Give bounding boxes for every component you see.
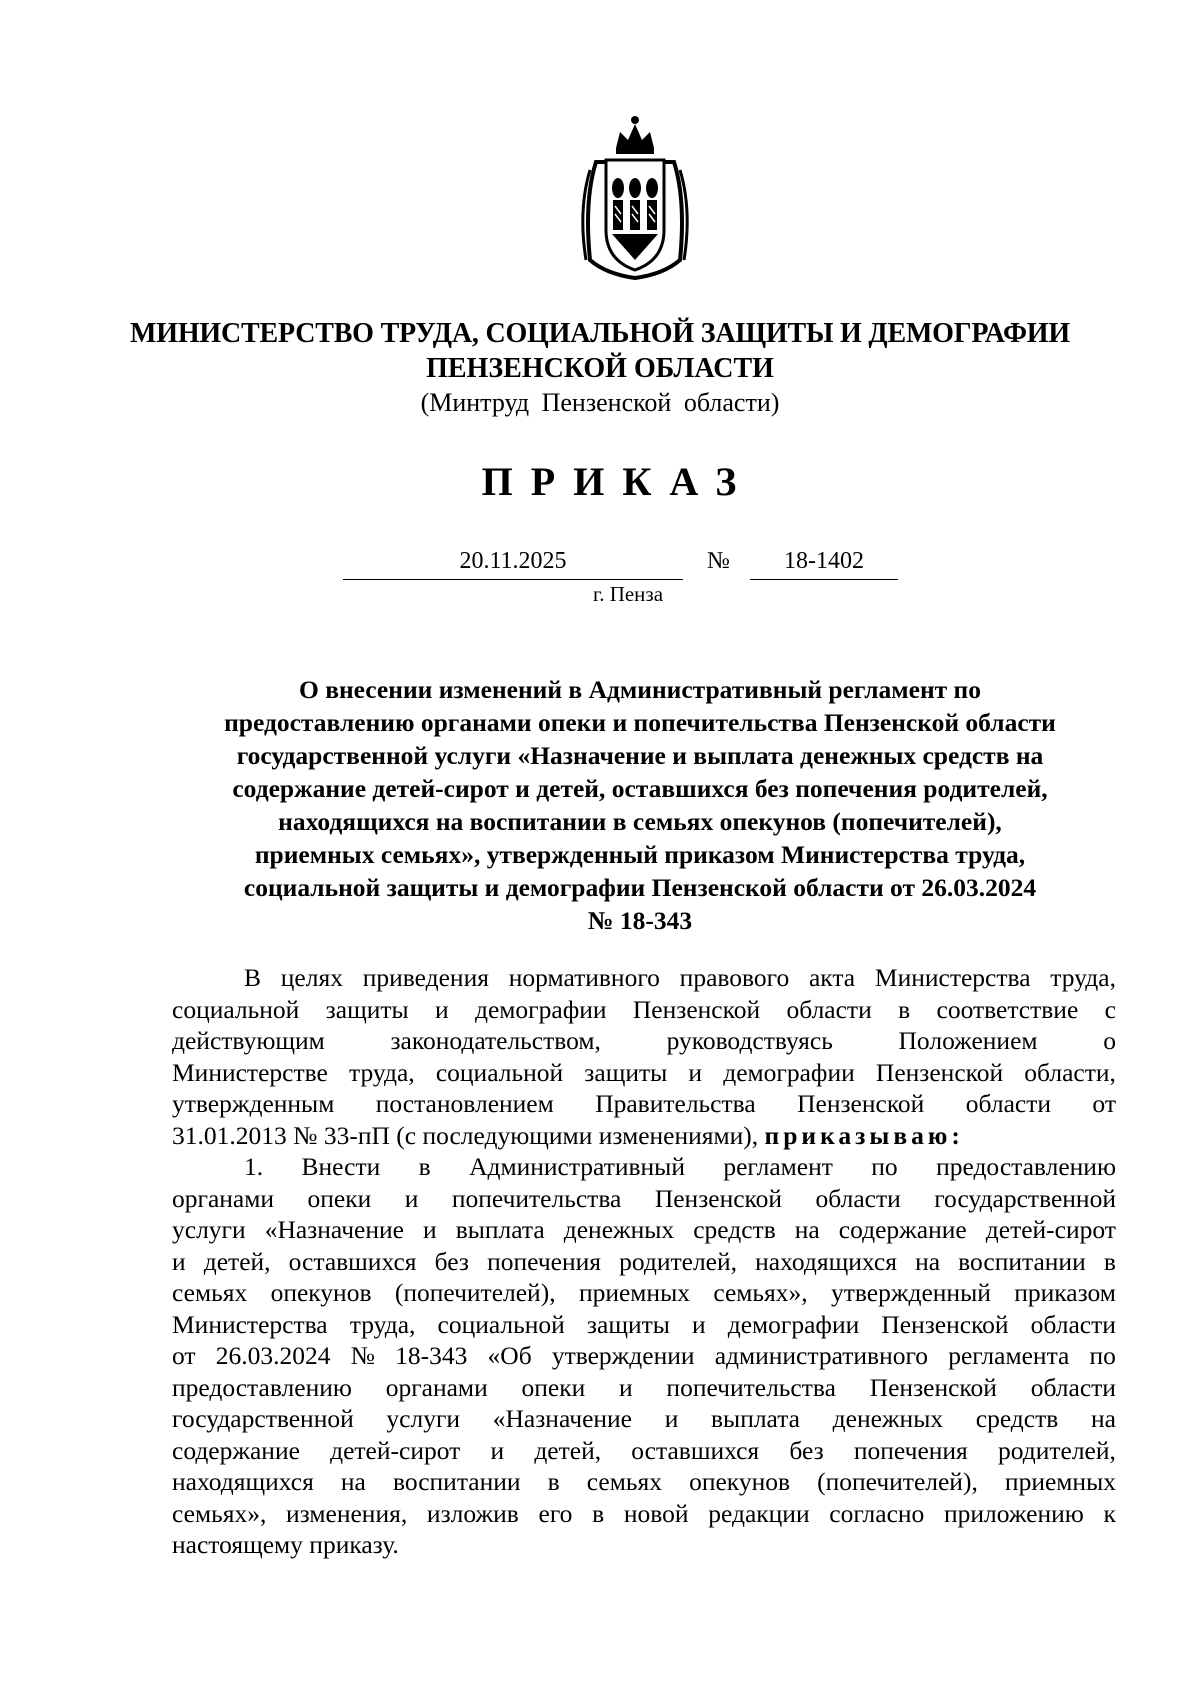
item1-line: Министерства труда, социальной защиты и демографии Пензенской области	[172, 1309, 1116, 1339]
item1-line: и детей, оставшихся без попечения родителей, находящихся на воспитании в	[172, 1246, 1116, 1276]
ministry-name-line1: МИНИСТЕРСТВО ТРУДА, СОЦИАЛЬНОЙ ЗАЩИТЫ И ДЕМОГРАФИИ	[130, 318, 1070, 349]
ministry-name-line2: ПЕНЗЕНСКОЙ ОБЛАСТИ	[426, 353, 774, 384]
order-title	[160, 673, 1120, 937]
document-type-heading: ПРИКАЗ	[481, 459, 755, 504]
city-name: г. Пенза	[592, 582, 664, 606]
title-line: содержание детей-сирот и детей, оставшихся без попечения родителей,	[232, 774, 1048, 803]
date-number-row	[0, 548, 1200, 582]
preamble-line: В целях приведения нормативного правового акта Министерства труда,	[244, 963, 1116, 992]
preamble-line: действующим законодательством, руководствуясь Положением о	[172, 1026, 1116, 1055]
title-line: О внесении изменений в Административный регламент по	[299, 675, 981, 704]
title-line: приемных семьях», утвержденный приказом Министерства труда,	[254, 840, 1026, 869]
title-line: предоставлению органами опеки и попечительства Пензенской области	[224, 708, 1056, 737]
title-line: находящихся на воспитании в семьях опекунов (попечителей),	[278, 807, 1002, 836]
order-word: приказываю:	[764, 1120, 964, 1150]
item1-line: от 26.03.2024 № 18-343 «Об утверждении административного регламента по	[172, 1341, 1116, 1370]
item1-line: предоставлению органами опеки и попечительства Пензенской области	[172, 1372, 1116, 1402]
coat-of-arms-icon	[576, 110, 694, 280]
preamble-line: утвержденным постановлением Правительства Пензенской области от	[172, 1089, 1116, 1118]
number-sign: №	[707, 548, 730, 574]
ministry-short-name: (Минтруд Пензенской области)	[420, 388, 780, 417]
order-date: 20.11.2025	[343, 548, 683, 580]
preamble-line: социальной защиты и демографии Пензенской области в соответствие с	[172, 994, 1116, 1024]
item1-line: органами опеки и попечительства Пензенской области государственной	[172, 1183, 1116, 1213]
preamble-last-line	[172, 1120, 1116, 1152]
item1-last-line: настоящему приказу.	[172, 1530, 399, 1559]
city-line	[0, 582, 1200, 607]
title-line: государственной услуги «Назначение и выплата денежных средств на	[236, 741, 1044, 770]
title-line: № 18-343	[587, 906, 693, 935]
item1-line: находящихся на воспитании в семьях опекунов (попечителей), приемных	[172, 1467, 1116, 1496]
item1-line: семьях», изменения, изложив его в новой редакции согласно приложению к	[172, 1498, 1116, 1528]
item1-line: 1. Внести в Административный регламент по предоставлению	[244, 1152, 1116, 1181]
preamble-line: Министерстве труда, социальной защиты и демографии Пензенской области,	[172, 1057, 1116, 1087]
item1-line: семьях опекунов (попечителей), приемных семьях», утвержденный приказом	[172, 1278, 1116, 1307]
order-number: 18-1402	[750, 548, 898, 580]
preamble-last-text: 31.01.2013 № 33-пП (с последующими изменениями),	[172, 1120, 759, 1150]
item1-line: услуги «Назначение и выплата денежных средств на содержание детей-сирот	[172, 1215, 1116, 1244]
order-body	[172, 962, 1116, 1561]
item1-line: государственной услуги «Назначение и выплата денежных средств на	[172, 1404, 1116, 1433]
item1-line: содержание детей-сирот и детей, оставшихся без попечения родителей,	[172, 1435, 1116, 1465]
title-line: социальной защиты и демографии Пензенской области от 26.03.2024	[243, 873, 1037, 902]
